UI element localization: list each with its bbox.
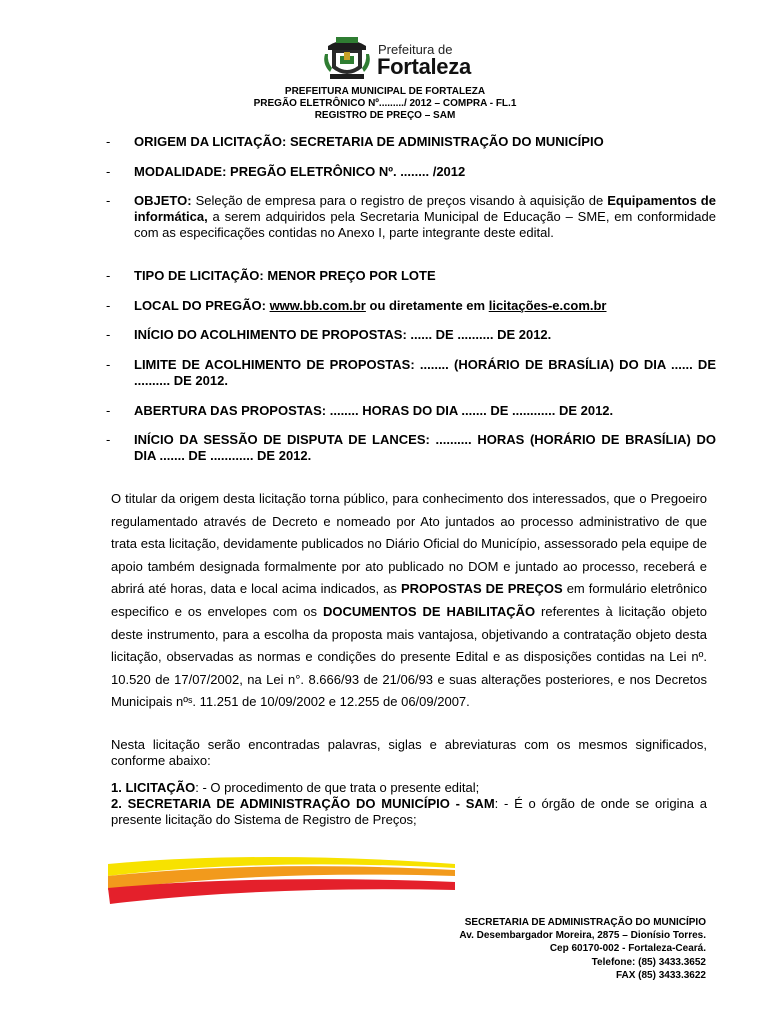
body-paragraph-1 xyxy=(111,488,707,714)
p1-mid: em formulário eletrônico especifico e os envelopes com os xyxy=(111,581,707,619)
header-line-2: PREGÃO ELETRÔNICO Nº........./ 2012 – COMPRA - FL.1 xyxy=(253,98,517,109)
header-line-3: REGISTRO DE PREÇO – SAM xyxy=(314,110,456,121)
body-paragraph-2: Nesta licitação serão encontradas palavras, siglas e abreviaturas com os mesmos significados, conforme abaixo: xyxy=(111,737,707,768)
objeto-text-1: Seleção de empresa para o registro de preços visando à aquisição de xyxy=(195,193,604,208)
definition-1-label: 1. LICITAÇÃO xyxy=(111,780,196,795)
p1-text: O titular da origem desta licitação torna público, para conhecimento dos interessados, que o Pregoeiro regulamentado através de Decreto e nomeado por Ato juntados ao processo administrativo de que trata esta licitação, devidamente publicados no Diário Oficial do Município, assessorado pela equipe de apoio também designada formalmente por ato publicado no DOM e juntado ao processo, receberá e abrirá até horas, data e local acima indicados, as xyxy=(111,491,707,597)
footer-line-4: Telefone: (85) 3433.3652 xyxy=(591,956,706,968)
local-label: LOCAL DO PREGÃO: xyxy=(134,298,266,313)
header-line-1: PREFEITURA MUNICIPAL DE FORTALEZA xyxy=(284,86,486,97)
logo-line-2: Fortaleza xyxy=(377,54,471,79)
item-abertura-text: ABERTURA DAS PROPOSTAS: ........ HORAS DO DIA ....... DE ............ DE 2012. xyxy=(134,403,614,418)
objeto-label: OBJETO: xyxy=(134,193,192,208)
definition-1-text: : - O procedimento de que trata o presente edital; xyxy=(195,780,480,795)
footer-line-5: FAX (85) 3433.3622 xyxy=(615,969,706,981)
definition-1 xyxy=(111,780,707,796)
definition-2-text: : - É o órgão de onde se origina a presente licitação do Sistema de Registro de Preços; xyxy=(111,796,707,827)
footer-line-3: Cep 60170-002 - Fortaleza-Ceará. xyxy=(549,943,706,955)
footer-line-2: Av. Desembargador Moreira, 2875 – Dionísio Torres. xyxy=(459,930,706,942)
local-mid: ou diretamente em xyxy=(369,298,486,313)
objeto-text-2: a serem adquiridos pela Secretaria Municipal de Educação – SME, em conformidade com as especificações contidas no Anexo I, parte integrante deste edital. xyxy=(134,209,716,240)
definition-2-label: 2. SECRETARIA DE ADMINISTRAÇÃO DO MUNICÍPIO - SAM xyxy=(111,796,495,811)
logo-line-1: Prefeitura de xyxy=(378,42,453,57)
coat-of-arms-icon xyxy=(322,32,372,82)
footer-line-1: SECRETARIA DE ADMINISTRAÇÃO DO MUNICÍPIO xyxy=(464,917,706,928)
item-local-text xyxy=(134,298,716,314)
item-modalidade-text: MODALIDADE: PREGÃO ELETRÔNICO Nº. ........ /2012 xyxy=(134,164,466,179)
item-tipo-text: TIPO DE LICITAÇÃO: MENOR PREÇO POR LOTE xyxy=(134,268,436,283)
p1-bold-1: PROPOSTAS DE PREÇOS xyxy=(400,581,563,597)
document-page: Prefeitura de Fortaleza PREFEITURA MUNICIPAL DE FORTALEZA PREGÃO ELETRÔNICO Nº........./ 2012 – COMPRA - FL.1 REGISTRO DE PREÇO – SAM - ORIGEM DA LICITAÇÃO: SECRETARIA DE ADMINISTRAÇÃO DO MUNICÍPIO - MODALIDADE: PREGÃO ELETRÔNICO Nº. ........ /2012 - OBJETO: Seleção de empresa para o registro de preços visando à aquisição de Equipamentos de informática, a serem adquiridos pela Secretaria Municipal de Educação – SME, em conformidade com as especificações contidas no Anexo I, parte integrante deste edital. - TIPO DE LICITAÇÃO: MENOR PREÇO POR LOTE - LOCAL DO PREGÃO: www.bb.com.br ou diretamente em licitações-e.com.br - INÍCIO DO ACOLHIMENTO DE PROPOSTAS: ...... DE .......... DE 2012. - LIMITE DE ACOLHIMENTO DE PROPOSTAS: ........ (HORÁRIO DE BRASÍLIA) DO DIA ...... DE .......... DE 2012. - ABERTURA DAS PROPOSTAS: ........ HORAS DO DIA ....... DE ............ DE 2012. - INÍCIO DA SESSÃO DE DISPUTA DE LANCES: .......... HORAS (HORÁRIO DE BRASÍLIA) DO DIA ....... DE ............ DE 2012. O titular da origem desta licitação torna público, para conhecimento dos interessados, que o Pregoeiro regulamentado através de Decreto e nomeado por Ato juntados ao processo administrativo de que trata esta licitação, devidamente publicados no Diário Oficial do Município, assessorado pela equipe de apoio também designada formalmente por ato publicado no DOM e juntado ao processo, receberá e abrirá até horas, data e local acima indicados, as PROPOSTAS DE PREÇOS em formulário eletrônico especifico e os envelopes com os DOCUMENTOS DE HABILITAÇÃO referentes à licitação objeto deste instrumento, para a escolha da proposta mais vantajosa, objetivando a contratação objeto desta licitação, observadas as normas e condições do presente Edital e as disposições contidas na Lei nº. 10.520 de 17/07/2002, na Lei n°. 8.666/93 de 21/06/93 e suas alterações posteriores, e nos Decretos Municipais nºˢ. 11.251 de 10/09/2002 e 12.255 de 06/09/2007. Nesta licitação serão encontradas palavras, siglas e abreviaturas com os mesmos significados, conforme abaixo: 1. LICITAÇÃO: - O procedimento de que trata o presente edital; 2. SECRETARIA DE ADMINISTRAÇÃO DO MUNICÍPIO - SAM: - É o órgão de onde se origina a presente licitação do Sistema de Registro de Preços; SECRETARIA DE ADMINISTRAÇÃO DO MUNICÍPIO Av. Desembargador Moreira, 2875 – Dionísio Torres. Cep 60170-002 - Fortaleza-Ceará. Telefone: (85) 3433.3652 FAX (85) 3433.3622 xyxy=(0,0,770,1024)
p1-end: referentes à licitação objeto deste instrumento, para a escolha da proposta mais vantajosa, objetivando a contratação objeto desta licitação, observadas as normas e condições do presente Edital e as disposições contidas na Lei nº. 10.520 de 17/07/2002, na Lei n°. 8.666/93 de 21/06/93 e suas alterações posteriores, e nos Decretos Municipais nºˢ. 11.251 de 10/09/2002 e 12.255 de 06/09/2007. xyxy=(111,603,707,710)
item-origem-text: ORIGEM DA LICITAÇÃO: SECRETARIA DE ADMINISTRAÇÃO DO MUNICÍPIO xyxy=(134,134,604,149)
prefeitura-logo xyxy=(322,32,492,82)
decorative-swoosh xyxy=(100,852,460,912)
definition-2 xyxy=(111,796,707,828)
item-objeto-text xyxy=(134,193,716,241)
item-inicio-text: INÍCIO DO ACOLHIMENTO DE PROPOSTAS: ...... DE .......... DE 2012. xyxy=(134,327,552,342)
p1-bold-2: DOCUMENTOS DE HABILITAÇÃO xyxy=(322,603,536,619)
bb-link[interactable]: www.bb.com.br xyxy=(269,298,366,313)
item-limite-text: LIMITE DE ACOLHIMENTO DE PROPOSTAS: ........ (HORÁRIO DE BRASÍLIA) DO DIA ...... DE .......... DE 2012. xyxy=(134,357,716,388)
licitacoes-link[interactable]: licitações-e.com.br xyxy=(488,298,607,313)
objeto-bold: Equipamentos de informática, xyxy=(134,193,716,224)
item-sessao-text: INÍCIO DA SESSÃO DE DISPUTA DE LANCES: .......... HORAS (HORÁRIO DE BRASÍLIA) DO DIA ....... DE ............ DE 2012. xyxy=(134,432,716,463)
footer-address xyxy=(459,916,706,982)
